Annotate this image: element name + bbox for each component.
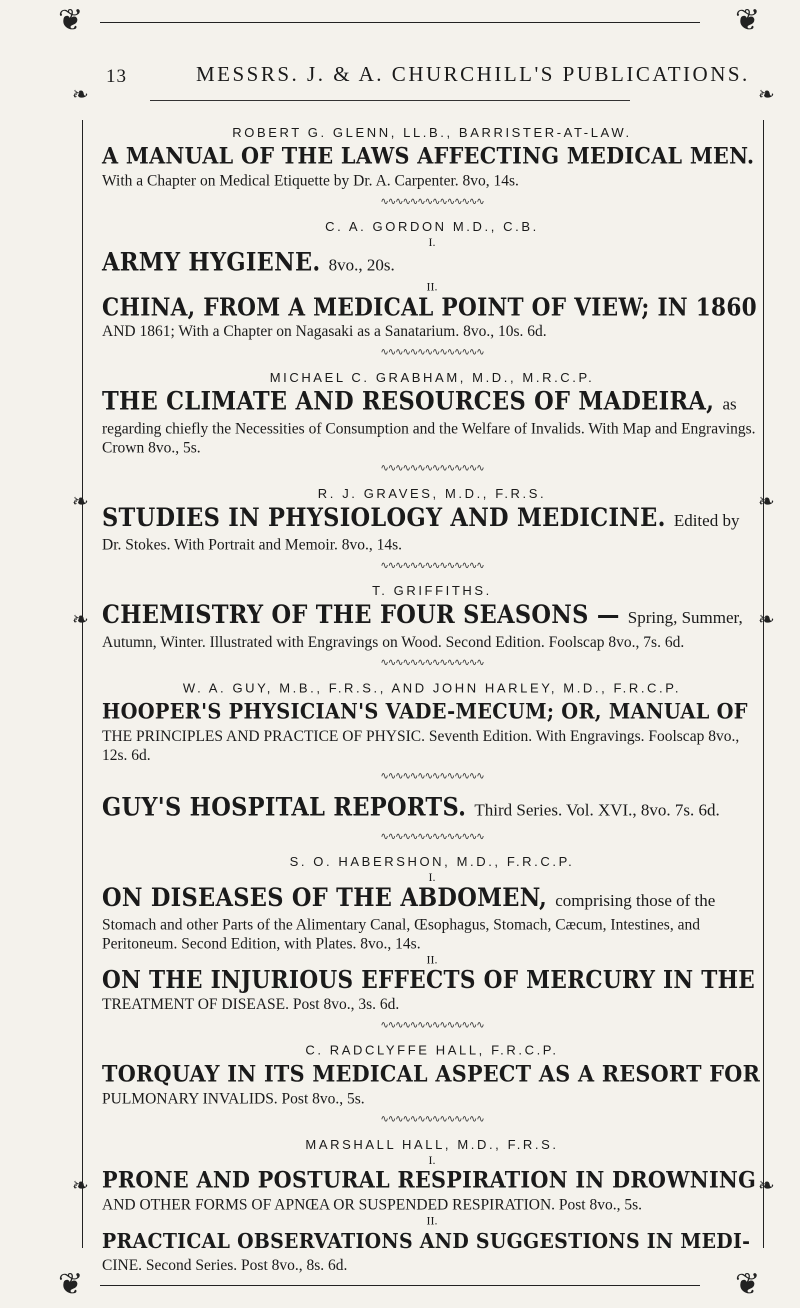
author-name: C. A. GORDON M.D., C.B. <box>325 219 539 235</box>
work-title <box>102 965 762 995</box>
work-description: THE PRINCIPLES AND PRACTICE OF PHYSIC. Seventh Edition. With Engravings. Foolscap 8vo., 12s. 6d. <box>102 728 740 764</box>
work-title-text: ARMY HYGIENE. <box>102 247 321 277</box>
work-title-text: HOOPER'S PHYSICIAN'S VADE-MECUM; OR, MANUAL OF <box>102 699 748 725</box>
work-description: CINE. Second Series. Post 8vo., 8s. 6d. <box>102 1257 348 1275</box>
right-border-rule <box>763 120 764 1248</box>
running-head: MESSRS. J. & A. CHURCHILL'S PUBLICATIONS. <box>196 62 750 86</box>
work-title <box>102 387 762 420</box>
wavy-divider: ∿∿∿∿∿∿∿∿∿∿∿∿∿∿ <box>380 831 484 843</box>
work-title-continuation: Edited by <box>673 510 740 530</box>
wavy-divider: ∿∿∿∿∿∿∿∿∿∿∿∿∿∿ <box>380 196 484 208</box>
side-ornament-icon: ❧ <box>72 609 89 631</box>
work-title-text: ON THE INJURIOUS EFFECTS OF MERCURY IN THE <box>102 965 756 995</box>
side-ornament-icon: ❧ <box>758 84 775 106</box>
work-description: Stomach and other Parts of the Alimentary Canal, Œsophagus, Stomach, Cæcum, Intestines, and Peritoneum. Second Edition, with Plates. 8vo., 14s. <box>102 916 700 953</box>
work-description: PULMONARY INVALIDS. Post 8vo., 5s. <box>102 1090 365 1108</box>
work-description: AND 1861; With a Chapter on Nagasaki as a Sanatarium. 8vo., 10s. 6d. <box>102 323 547 341</box>
author-name: C. RADCLYFFE HALL, F.R.C.P. <box>305 1042 559 1058</box>
author-name: MICHAEL C. GRABHAM, M.D., M.R.C.P. <box>269 369 595 385</box>
work-title-text: CHEMISTRY OF THE FOUR SEASONS — <box>102 600 620 629</box>
work-title-text: PRACTICAL OBSERVATIONS AND SUGGESTIONS IN MEDI- <box>102 1228 751 1254</box>
work-title <box>102 600 762 633</box>
side-ornament-icon: ❧ <box>72 491 89 513</box>
side-ornament-icon: ❧ <box>758 1175 775 1197</box>
wavy-divider: ∿∿∿∿∿∿∿∿∿∿∿∿∿∿ <box>380 657 484 669</box>
bottom-border-rule <box>100 1285 700 1286</box>
publication-entry <box>102 369 762 475</box>
work-title <box>102 503 762 536</box>
work-title <box>102 793 762 826</box>
author-name: ROBERT G. GLENN, LL.B., BARRISTER-AT-LAW. <box>232 124 632 140</box>
publication-entry <box>102 1042 762 1126</box>
wavy-divider: ∿∿∿∿∿∿∿∿∿∿∿∿∿∿ <box>380 463 484 475</box>
work-description: Dr. Stokes. With Portrait and Memoir. 8vo., 14s. <box>102 536 403 554</box>
work-title <box>102 142 762 172</box>
work-title <box>102 1060 762 1090</box>
page-number: 13 <box>106 66 127 87</box>
work-title-text: STUDIES IN PHYSIOLOGY AND MEDICINE. <box>102 502 666 532</box>
work-title-text: ON DISEASES OF THE ABDOMEN, <box>102 883 548 912</box>
author-name: R. J. GRAVES, M.D., F.R.S. <box>317 486 547 501</box>
work-title <box>102 883 762 916</box>
header-rule <box>150 100 630 101</box>
publication-list <box>102 108 762 1275</box>
publication-entry <box>102 582 762 669</box>
work-description: With a Chapter on Medical Etiquette by Dr. A. Carpenter. 8vo, 14s. <box>102 172 519 190</box>
wavy-divider: ∿∿∿∿∿∿∿∿∿∿∿∿∿∿ <box>380 347 484 359</box>
author-name: W. A. GUY, M.B., F.R.S., AND JOHN HARLEY, M.D., F.R.C.P. <box>182 680 682 696</box>
corner-ornament-icon: ❦ <box>58 4 84 37</box>
work-numeral: II. <box>426 1213 438 1228</box>
publication-entry <box>102 793 762 844</box>
work-numeral: II. <box>426 952 438 967</box>
publication-entry <box>102 1136 762 1275</box>
publication-entry <box>102 680 762 783</box>
work-title <box>102 248 762 281</box>
work-numeral: I. <box>428 1152 436 1167</box>
side-ornament-icon: ❧ <box>72 84 89 106</box>
top-border-rule <box>100 22 700 23</box>
work-title <box>102 293 762 323</box>
work-title <box>102 1166 762 1196</box>
wavy-divider: ∿∿∿∿∿∿∿∿∿∿∿∿∿∿ <box>380 1019 484 1031</box>
work-description: Autumn, Winter. Illustrated with Engravings on Wood. Second Edition. Foolscap 8vo., 7s. 6d. <box>102 633 685 651</box>
wavy-divider: ∿∿∿∿∿∿∿∿∿∿∿∿∿∿ <box>380 1114 484 1126</box>
author-name: S. O. HABERSHON, M.D., F.R.C.P. <box>289 854 575 870</box>
work-title-continuation: comprising those of the <box>555 890 716 910</box>
work-title-text: GUY'S HOSPITAL REPORTS. <box>102 792 467 822</box>
work-title-continuation: Third Series. Vol. XVI., 8vo. 7s. 6d. <box>474 800 720 820</box>
publication-entry <box>102 124 762 208</box>
work-title <box>102 1226 762 1256</box>
author-name: T. GRIFFITHS. <box>372 583 492 599</box>
work-title-continuation: Spring, Summer, <box>627 608 743 627</box>
work-numeral: I. <box>428 870 436 885</box>
work-title-text: THE CLIMATE AND RESOURCES OF MADEIRA, <box>102 386 715 416</box>
work-title-continuation: as <box>722 394 737 414</box>
corner-ornament-icon: ❦ <box>58 1268 84 1301</box>
work-numeral: II. <box>426 279 438 294</box>
side-ornament-icon: ❧ <box>758 609 775 631</box>
work-title-text: TORQUAY IN ITS MEDICAL ASPECT AS A RESORT FOR <box>102 1060 761 1088</box>
side-ornament-icon: ❧ <box>72 1175 89 1197</box>
work-title-text: A MANUAL OF THE LAWS AFFECTING MEDICAL MEN. <box>102 142 755 170</box>
wavy-divider: ∿∿∿∿∿∿∿∿∿∿∿∿∿∿ <box>380 560 484 572</box>
work-description: AND OTHER FORMS OF APNŒA OR SUSPENDED RESPIRATION. Post 8vo., 5s. <box>102 1196 643 1214</box>
work-title <box>102 697 762 727</box>
left-border-rule <box>82 120 83 1248</box>
corner-ornament-icon: ❦ <box>735 1268 761 1301</box>
work-title-text: PRONE AND POSTURAL RESPIRATION IN DROWNING <box>102 1166 757 1194</box>
corner-ornament-icon: ❦ <box>735 4 761 37</box>
publication-entry <box>102 218 762 359</box>
work-description: regarding chiefly the Necessities of Consumption and the Welfare of Invalids. With Map and Engravings. Crown 8vo., 5s. <box>102 420 756 457</box>
work-numeral: I. <box>428 235 436 249</box>
side-ornament-icon: ❧ <box>758 491 775 513</box>
author-name: MARSHALL HALL, M.D., F.R.S. <box>305 1137 559 1152</box>
work-title-continuation: 8vo., 20s. <box>328 255 395 275</box>
work-description: TREATMENT OF DISEASE. Post 8vo., 3s. 6d. <box>102 996 400 1014</box>
wavy-divider: ∿∿∿∿∿∿∿∿∿∿∿∿∿∿ <box>380 770 484 782</box>
work-title-text: CHINA, FROM A MEDICAL POINT OF VIEW; IN 1860 <box>102 292 757 322</box>
publication-entry <box>102 853 762 1032</box>
publication-entry <box>102 485 762 572</box>
